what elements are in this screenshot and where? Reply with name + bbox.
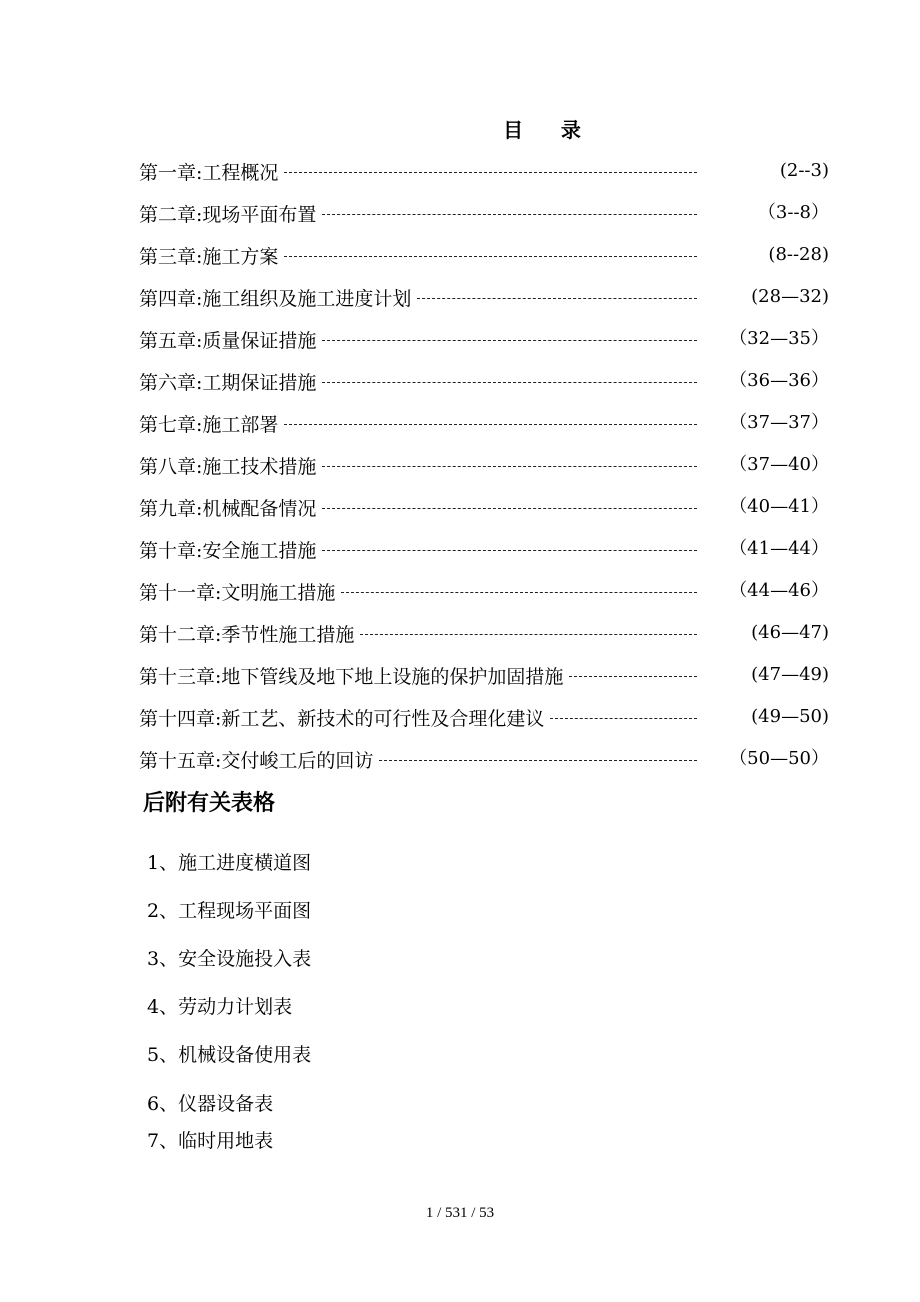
toc-entry-title: 第十一章:文明施工措施 xyxy=(139,581,336,604)
toc-entry-pages: （37—37） xyxy=(729,412,829,433)
toc-leader-line xyxy=(322,466,697,467)
toc-leader-line xyxy=(341,592,697,593)
toc-leader-line xyxy=(360,634,697,635)
appendix-item: 3、安全设施投入表 xyxy=(147,948,312,970)
appendix-item: 5、机械设备使用表 xyxy=(147,1044,312,1066)
toc-entry[interactable] xyxy=(139,696,829,738)
toc-leader-line xyxy=(322,550,697,551)
toc-entry[interactable] xyxy=(139,192,829,234)
toc-entry-title: 第一章:工程概况 xyxy=(139,161,279,184)
toc-entry-pages: （40—41） xyxy=(729,496,829,517)
table-of-contents xyxy=(139,150,829,780)
toc-entry[interactable] xyxy=(139,528,829,570)
toc-entry-pages: （32—35） xyxy=(729,328,829,349)
toc-entry-pages: (49—50) xyxy=(751,706,829,727)
toc-leader-line xyxy=(322,340,697,341)
toc-leader-line xyxy=(284,424,697,425)
toc-entry-pages: （41—44） xyxy=(729,538,829,559)
toc-entry-title: 第二章:现场平面布置 xyxy=(139,203,317,226)
toc-leader-line xyxy=(550,718,697,719)
toc-leader-line xyxy=(379,760,697,761)
toc-entry[interactable] xyxy=(139,234,829,276)
appendix-item: 7、临时用地表 xyxy=(147,1130,274,1152)
toc-leader-line xyxy=(284,172,697,173)
toc-entry[interactable] xyxy=(139,612,829,654)
toc-entry-pages: (28—32) xyxy=(751,286,829,307)
appendix-item: 6、仪器设备表 xyxy=(147,1093,274,1115)
appendix-item: 1、施工进度横道图 xyxy=(147,852,312,874)
toc-entry-title: 第九章:机械配备情况 xyxy=(139,497,317,520)
toc-leader-line xyxy=(569,676,697,677)
toc-entry[interactable] xyxy=(139,570,829,612)
toc-entry-title: 第十章:安全施工措施 xyxy=(139,539,317,562)
toc-entry-title: 第七章:施工部署 xyxy=(139,413,279,436)
toc-leader-line xyxy=(417,298,697,299)
toc-entry[interactable] xyxy=(139,654,829,696)
toc-entry-title: 第十四章:新工艺、新技术的可行性及合理化建议 xyxy=(139,707,545,730)
toc-entry-title: 第十三章:地下管线及地下地上设施的保护加固措施 xyxy=(139,665,564,688)
toc-entry[interactable] xyxy=(139,318,829,360)
toc-entry[interactable] xyxy=(139,444,829,486)
toc-entry-title: 第八章:施工技术措施 xyxy=(139,455,317,478)
page-footer: 1 / 531 / 53 xyxy=(425,1205,495,1221)
toc-entry[interactable] xyxy=(139,276,829,318)
toc-leader-line xyxy=(322,214,697,215)
toc-entry-pages: （44—46） xyxy=(729,580,829,601)
toc-entry-pages: （50—50） xyxy=(729,748,829,769)
toc-entry-title: 第十五章:交付峻工后的回访 xyxy=(139,749,374,772)
page-title: 目 录 xyxy=(503,118,583,142)
toc-leader-line xyxy=(322,508,697,509)
toc-entry-title: 第十二章:季节性施工措施 xyxy=(139,623,355,646)
toc-entry[interactable] xyxy=(139,150,829,192)
toc-entry-pages: （36—36） xyxy=(729,370,829,391)
appendix-heading: 后附有关表格 xyxy=(143,791,276,816)
toc-entry-title: 第六章:工期保证措施 xyxy=(139,371,317,394)
toc-entry-pages: (47—49) xyxy=(751,664,829,685)
toc-entry-pages: (8--28) xyxy=(768,244,829,265)
toc-entry-pages: (46—47) xyxy=(751,622,829,643)
toc-entry-title: 第三章:施工方案 xyxy=(139,245,279,268)
toc-entry[interactable] xyxy=(139,360,829,402)
toc-entry-title: 第四章:施工组织及施工进度计划 xyxy=(139,287,412,310)
toc-entry-title: 第五章:质量保证措施 xyxy=(139,329,317,352)
toc-leader-line xyxy=(322,382,697,383)
appendix-item: 2、工程现场平面图 xyxy=(147,900,312,922)
toc-entry[interactable] xyxy=(139,402,829,444)
toc-entry-pages: （3--8） xyxy=(757,202,829,223)
toc-entry-pages: (2--3) xyxy=(779,160,829,181)
appendix-item: 4、劳动力计划表 xyxy=(147,996,293,1018)
toc-entry[interactable] xyxy=(139,738,829,780)
toc-leader-line xyxy=(284,256,697,257)
toc-entry-pages: （37—40） xyxy=(729,454,829,475)
toc-entry[interactable] xyxy=(139,486,829,528)
